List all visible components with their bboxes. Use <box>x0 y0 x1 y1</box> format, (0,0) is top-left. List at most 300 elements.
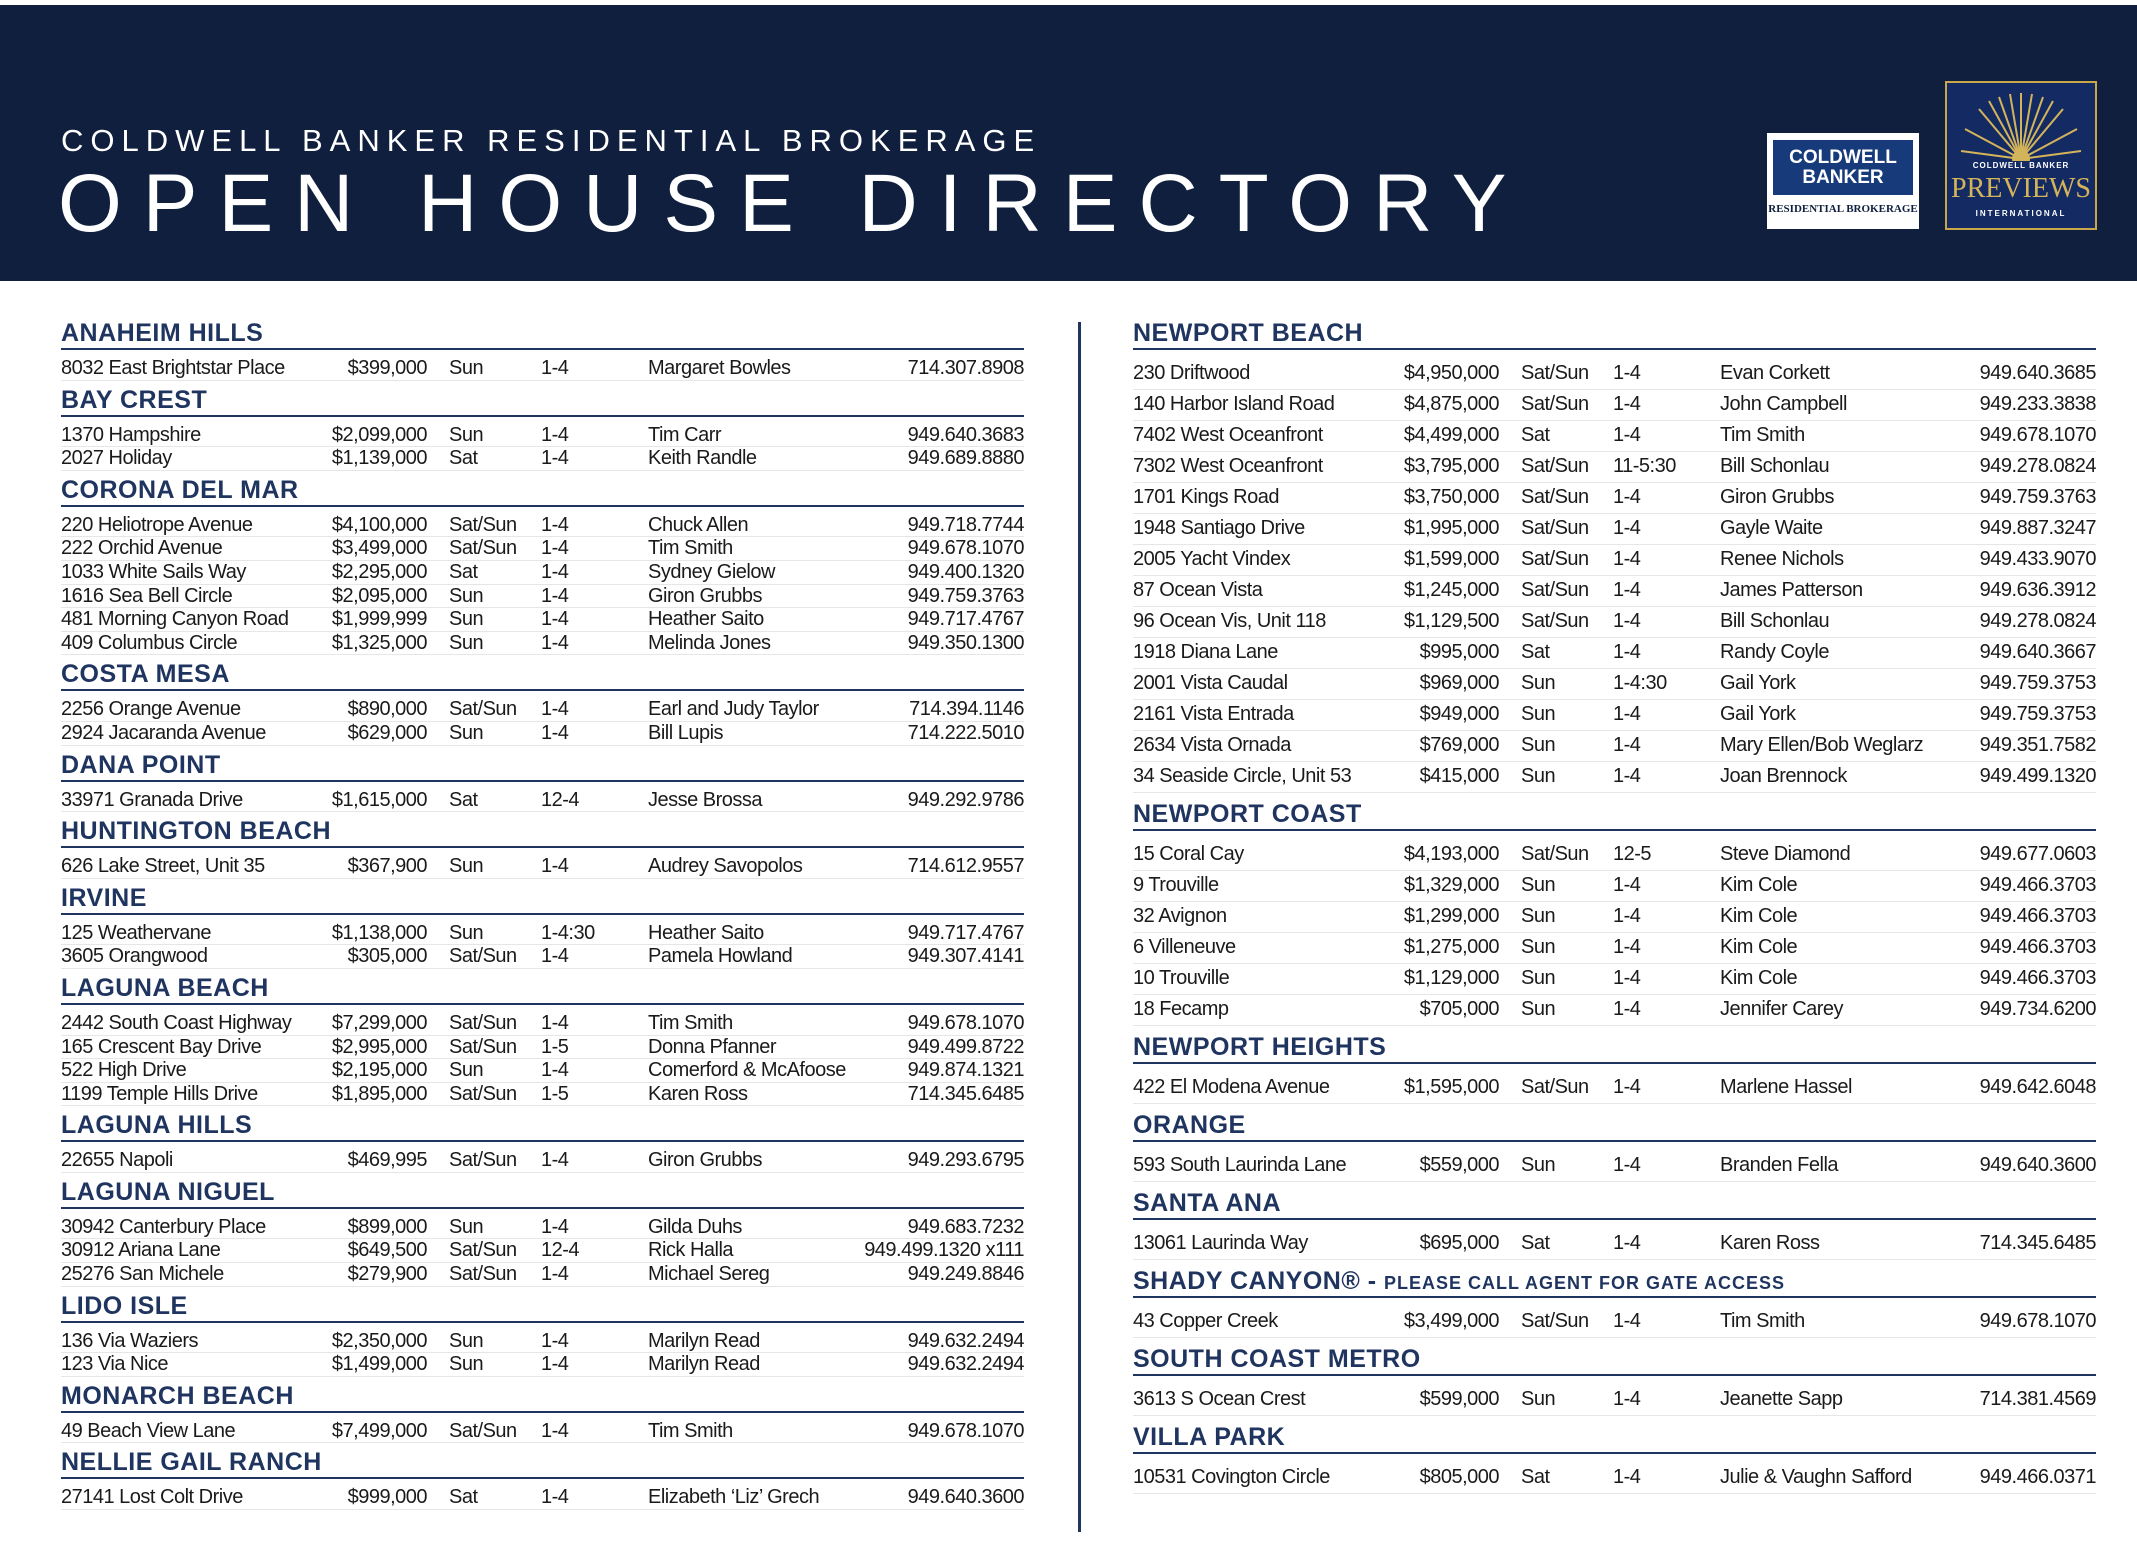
section-name: SOUTH COAST METRO <box>1133 1345 1421 1373</box>
listing-time: 1-4 <box>541 608 569 631</box>
listing-price: $2,195,000 <box>331 1059 427 1082</box>
listing-day: Sun <box>449 1353 484 1376</box>
listing-row <box>1133 1463 2096 1494</box>
listing-time: 1-4 <box>1613 579 1641 601</box>
listing-day: Sat <box>449 560 478 583</box>
listing-day: Sat <box>1521 1232 1550 1254</box>
listing-time: 1-4 <box>541 721 569 744</box>
listing-list <box>1133 1376 2096 1416</box>
listing-price: $4,100,000 <box>331 513 427 536</box>
listing-phone: 949.640.3600 <box>907 1486 1024 1509</box>
listing-list <box>61 1479 1024 1510</box>
listing-phone: 949.759.3753 <box>1979 703 2096 725</box>
listing-price: $1,595,000 <box>1403 1076 1499 1098</box>
listing-day: Sun <box>449 1059 484 1082</box>
listing-list <box>1133 350 2096 793</box>
section-name: LAGUNA HILLS <box>61 1111 253 1140</box>
listing-price: $399,000 <box>347 357 427 379</box>
listing-price: $705,000 <box>1419 998 1499 1020</box>
listing-time: 1-4 <box>1613 998 1641 1020</box>
listing-list <box>61 691 1024 745</box>
listing-price: $1,999,999 <box>331 608 427 631</box>
listing-row <box>61 1059 1024 1083</box>
section-title-santa-ana <box>1133 1188 2096 1220</box>
listing-price: $1,139,000 <box>331 447 427 470</box>
listing-price: $3,750,000 <box>1403 486 1499 508</box>
sunburst-icon <box>1959 89 2083 161</box>
listing-address: 481 Morning Canyon Road <box>61 608 289 631</box>
listing-row <box>1133 964 2096 995</box>
listing-price: $649,500 <box>347 1239 427 1262</box>
listing-price: $890,000 <box>347 698 427 721</box>
listing-day: Sat <box>1521 1466 1550 1488</box>
listing-phone: 714.307.8908 <box>907 357 1024 379</box>
listing-day: Sat/Sun <box>449 1149 517 1172</box>
listing-day: Sat <box>449 447 478 470</box>
listing-price: $4,950,000 <box>1403 362 1499 384</box>
listing-row <box>61 424 1024 448</box>
listing-time: 1-4 <box>1613 765 1641 787</box>
listing-address: 96 Ocean Vis, Unit 118 <box>1133 610 1326 632</box>
listing-phone: 949.249.8846 <box>907 1263 1024 1286</box>
listing-price: $999,000 <box>347 1486 427 1509</box>
listing-agent: Randy Coyle <box>1720 641 1830 663</box>
listing-price: $415,000 <box>1419 765 1499 787</box>
listing-price: $1,129,000 <box>1403 967 1499 989</box>
listing-address: 2001 Vista Caudal <box>1133 672 1288 694</box>
listing-day: Sat/Sun <box>1521 1076 1589 1098</box>
listing-day: Sun <box>449 357 484 379</box>
listing-price: $1,138,000 <box>331 921 427 944</box>
listing-phone: 949.400.1320 <box>907 560 1024 583</box>
listing-day: Sat/Sun <box>449 945 517 968</box>
listing-time: 1-4 <box>1613 1154 1641 1176</box>
listing-price: $3,795,000 <box>1403 455 1499 477</box>
listing-row <box>61 1012 1024 1036</box>
coldwell-banker-logo <box>1767 133 1919 229</box>
listing-agent: Branden Fella <box>1720 1154 1839 1176</box>
listing-time: 1-4 <box>541 855 569 878</box>
section-title-newport-heights <box>1133 1032 2096 1064</box>
section-name: HUNTINGTON BEACH <box>61 817 332 846</box>
listing-time: 1-4 <box>1613 610 1641 632</box>
listing-agent: Evan Corkett <box>1720 362 1830 384</box>
listing-agent: Jeanette Sapp <box>1720 1388 1843 1410</box>
listing-day: Sat/Sun <box>1521 362 1589 384</box>
listing-row <box>1133 1307 2096 1338</box>
listing-phone: 949.678.1070 <box>1979 424 2096 446</box>
listing-time: 1-4 <box>1613 1310 1641 1332</box>
listing-time: 1-5 <box>541 1082 569 1105</box>
listing-row <box>1133 483 2096 514</box>
section-title-corona-del-mar <box>61 475 1024 507</box>
listing-agent: Renee Nichols <box>1720 548 1844 570</box>
section-title-huntington-beach <box>61 816 1024 848</box>
section-title-newport-beach <box>1133 318 2096 350</box>
listing-time: 1-4 <box>541 1486 569 1509</box>
section-name: COSTA MESA <box>61 660 230 689</box>
listing-price: $4,875,000 <box>1403 393 1499 415</box>
listing-price: $4,193,000 <box>1403 843 1499 865</box>
cb-logo-line1: COLDWELL <box>1789 147 1897 168</box>
listing-address: 30912 Ariana Lane <box>61 1239 221 1262</box>
listing-phone: 714.394.1146 <box>909 698 1024 721</box>
listing-list <box>1133 1454 2096 1494</box>
section-title-lido-isle <box>61 1291 1024 1323</box>
listing-address: 165 Crescent Bay Drive <box>61 1035 262 1058</box>
listing-price: $279,900 <box>347 1263 427 1286</box>
listing-price: $367,900 <box>347 855 427 878</box>
listing-agent: Marilyn Read <box>648 1329 760 1352</box>
listing-address: 30942 Canterbury Place <box>61 1215 266 1238</box>
listing-address: 409 Columbus Circle <box>61 631 238 654</box>
listing-time: 1-4 <box>541 945 569 968</box>
listing-row <box>1133 421 2096 452</box>
listing-row <box>1133 607 2096 638</box>
listing-phone: 949.678.1070 <box>1979 1310 2096 1332</box>
listing-time: 1-4 <box>1613 548 1641 570</box>
section-name: BAY CREST <box>61 385 208 414</box>
listing-phone: 949.293.6795 <box>907 1149 1024 1172</box>
listing-agent: Tim Carr <box>648 423 722 446</box>
listing-price: $2,095,000 <box>331 584 427 607</box>
listing-day: Sat <box>1521 424 1550 446</box>
listing-phone: 949.689.8880 <box>907 447 1024 470</box>
listing-row <box>1133 902 2096 933</box>
listing-time: 1-4 <box>541 423 569 446</box>
listing-row <box>1133 1385 2096 1416</box>
listing-address: 33971 Granada Drive <box>61 788 243 811</box>
listing-row <box>1133 669 2096 700</box>
listing-agent: Tim Smith <box>648 1011 733 1034</box>
listing-time: 1-4 <box>541 1353 569 1376</box>
listing-address: 49 Beach View Lane <box>61 1419 236 1442</box>
listing-time: 1-4 <box>541 1329 569 1352</box>
listing-address: 1370 Hampshire <box>61 423 201 446</box>
section-title-villa-park <box>1133 1422 2096 1454</box>
listing-agent: Marilyn Read <box>648 1353 760 1376</box>
listing-price: $2,295,000 <box>331 560 427 583</box>
listing-agent: Karen Ross <box>648 1082 748 1105</box>
listing-time: 12-4 <box>541 788 580 811</box>
listing-address: 27141 Lost Colt Drive <box>61 1486 243 1509</box>
listing-row <box>61 514 1024 538</box>
listing-price: $1,599,000 <box>1403 548 1499 570</box>
listing-agent: Joan Brennock <box>1720 765 1847 787</box>
listing-row <box>1133 700 2096 731</box>
listing-address: 1701 Kings Road <box>1133 486 1279 508</box>
listing-row <box>61 1420 1024 1444</box>
listing-address: 2027 Holiday <box>61 447 172 470</box>
listing-address: 13061 Laurinda Way <box>1133 1232 1308 1254</box>
listing-row <box>61 922 1024 946</box>
listing-price: $1,129,500 <box>1403 610 1499 632</box>
column-divider <box>1078 322 1081 1532</box>
listing-time: 1-4 <box>541 584 569 607</box>
listing-list <box>1133 1064 2096 1104</box>
listing-agent: Audrey Savopolos <box>648 855 803 878</box>
listing-price: $1,329,000 <box>1403 874 1499 896</box>
listing-row <box>1133 871 2096 902</box>
listing-day: Sun <box>449 855 484 878</box>
listing-time: 1-4 <box>541 1215 569 1238</box>
listing-agent: Heather Saito <box>648 608 764 631</box>
listing-agent: Michael Sereg <box>648 1263 770 1286</box>
listing-agent: Pamela Howland <box>648 945 793 968</box>
listing-price: $805,000 <box>1419 1466 1499 1488</box>
listing-phone: 949.466.3703 <box>1979 936 2096 958</box>
listing-phone: 714.612.9557 <box>907 855 1024 878</box>
listing-phone: 949.466.3703 <box>1979 874 2096 896</box>
listing-day: Sun <box>1521 936 1556 958</box>
listing-list <box>1133 1298 2096 1338</box>
listing-day: Sun <box>1521 703 1556 725</box>
listing-day: Sun <box>449 1329 484 1352</box>
listing-day: Sat/Sun <box>449 1035 517 1058</box>
listing-day: Sat/Sun <box>449 1419 517 1442</box>
listing-day: Sat/Sun <box>449 1239 517 1262</box>
listing-agent: Earl and Judy Taylor <box>648 698 819 721</box>
listing-price: $1,325,000 <box>331 631 427 654</box>
left-column <box>61 318 1024 1514</box>
listing-day: Sat/Sun <box>1521 393 1589 415</box>
listing-time: 1-4 <box>1613 1466 1641 1488</box>
listing-time: 1-4 <box>541 1011 569 1034</box>
listing-time: 1-4 <box>1613 517 1641 539</box>
listing-address: 2924 Jacaranda Avenue <box>61 721 266 744</box>
listing-address: 522 High Drive <box>61 1059 187 1082</box>
listing-agent: Tim Smith <box>1720 1310 1805 1332</box>
listing-price: $3,499,000 <box>1403 1310 1499 1332</box>
listing-day: Sun <box>1521 672 1556 694</box>
listing-day: Sun <box>449 631 484 654</box>
listing-address: 2256 Orange Avenue <box>61 698 241 721</box>
listing-price: $305,000 <box>347 945 427 968</box>
listing-time: 1-4 <box>541 1059 569 1082</box>
listing-time: 1-4:30 <box>541 921 595 944</box>
listing-price: $949,000 <box>1419 703 1499 725</box>
listing-phone: 949.759.3753 <box>1979 672 2096 694</box>
section-title-dana-point <box>61 750 1024 782</box>
listing-row <box>61 561 1024 585</box>
section-name: ANAHEIM HILLS <box>61 319 264 347</box>
listing-time: 1-4 <box>541 631 569 654</box>
listing-list <box>61 1209 1024 1287</box>
listing-day: Sun <box>449 584 484 607</box>
listing-phone: 949.717.4767 <box>907 608 1024 631</box>
listing-price: $995,000 <box>1419 641 1499 663</box>
listing-day: Sat/Sun <box>1521 610 1589 632</box>
listing-phone: 949.734.6200 <box>1979 998 2096 1020</box>
listing-agent: John Campbell <box>1720 393 1847 415</box>
listing-address: 2161 Vista Entrada <box>1133 703 1294 725</box>
listing-agent: Keith Randle <box>648 447 757 470</box>
section-name: SHADY CANYON® - <box>1133 1267 1384 1295</box>
page-title: OPEN HOUSE DIRECTORY <box>58 158 1528 249</box>
listing-time: 1-4 <box>541 357 569 379</box>
cb-logo-tagline: RESIDENTIAL BROKERAGE <box>1768 203 1918 215</box>
listing-phone: 949.874.1321 <box>907 1059 1024 1082</box>
listing-day: Sun <box>1521 967 1556 989</box>
listing-agent: Giron Grubbs <box>648 1149 763 1172</box>
listing-phone: 949.278.0824 <box>1979 455 2096 477</box>
listing-address: 8032 East Brightstar Place <box>61 357 285 379</box>
listing-price: $695,000 <box>1419 1232 1499 1254</box>
listing-row <box>1133 840 2096 871</box>
listing-price: $7,299,000 <box>331 1011 427 1034</box>
right-column <box>1133 318 2096 1500</box>
listing-time: 1-4 <box>1613 1076 1641 1098</box>
listing-row <box>61 1486 1024 1510</box>
listing-row <box>1133 390 2096 421</box>
cb-logo-mark <box>1773 140 1913 195</box>
listing-agent: Kim Cole <box>1720 905 1798 927</box>
listing-phone: 714.345.6485 <box>907 1082 1024 1105</box>
listing-agent: Comerford & McAfoose <box>648 1059 846 1082</box>
listing-day: Sun <box>1521 874 1556 896</box>
brokerage-subtitle: COLDWELL BANKER RESIDENTIAL BROKERAGE <box>61 123 1042 158</box>
listing-agent: Melinda Jones <box>648 631 771 654</box>
listing-phone: 949.759.3763 <box>1979 486 2096 508</box>
listing-time: 1-5 <box>541 1035 569 1058</box>
listing-row <box>61 585 1024 609</box>
listing-address: 1918 Diana Lane <box>1133 641 1278 663</box>
section-name: LAGUNA BEACH <box>61 973 269 1002</box>
listing-day: Sat/Sun <box>1521 548 1589 570</box>
listing-time: 1-4 <box>1613 874 1641 896</box>
listing-row <box>61 1216 1024 1240</box>
section-title-south-coast-metro <box>1133 1344 2096 1376</box>
section-name: MONARCH BEACH <box>61 1381 294 1410</box>
listing-time: 11-5:30 <box>1613 455 1676 477</box>
listing-price: $899,000 <box>347 1215 427 1238</box>
listing-agent: Jennifer Carey <box>1720 998 1844 1020</box>
listing-phone: 949.307.4141 <box>907 945 1024 968</box>
listing-address: 10 Trouville <box>1133 967 1230 989</box>
listing-phone: 949.678.1070 <box>907 537 1024 560</box>
section-name: LAGUNA NIGUEL <box>61 1177 275 1206</box>
section-title-laguna-niguel <box>61 1177 1024 1209</box>
listing-price: $1,995,000 <box>1403 517 1499 539</box>
listing-phone: 949.292.9786 <box>907 788 1024 811</box>
listing-time: 1-4 <box>1613 1232 1641 1254</box>
listing-price: $969,000 <box>1419 672 1499 694</box>
listing-list <box>61 1323 1024 1377</box>
listing-row <box>1133 762 2096 793</box>
listing-list <box>1133 831 2096 1026</box>
listing-list <box>61 1142 1024 1173</box>
listing-phone: 949.677.0603 <box>1979 843 2096 865</box>
listing-row <box>61 698 1024 722</box>
listing-address: 3605 Orangwood <box>61 945 208 968</box>
listing-address: 140 Harbor Island Road <box>1133 393 1335 415</box>
listing-row <box>1133 638 2096 669</box>
listing-phone: 714.345.6485 <box>1979 1232 2096 1254</box>
listing-address: 2634 Vista Ornada <box>1133 734 1291 756</box>
listing-price: $559,000 <box>1419 1154 1499 1176</box>
listing-row <box>61 1083 1024 1107</box>
listing-day: Sun <box>449 1215 484 1238</box>
listing-row <box>61 447 1024 471</box>
listing-phone: 949.640.3667 <box>1979 641 2096 663</box>
listing-row <box>61 1330 1024 1354</box>
listing-price: $4,499,000 <box>1403 424 1499 446</box>
listing-time: 1-4 <box>541 513 569 536</box>
listing-address: 7402 West Oceanfront <box>1133 424 1323 446</box>
listing-agent: Heather Saito <box>648 921 764 944</box>
listing-phone: 949.717.4767 <box>907 921 1024 944</box>
listing-price: $1,499,000 <box>331 1353 427 1376</box>
listing-list <box>61 507 1024 656</box>
listing-agent: Bill Schonlau <box>1720 610 1830 632</box>
listing-phone: 949.632.2494 <box>907 1329 1024 1352</box>
listing-agent: Margaret Bowles <box>648 357 791 379</box>
listing-price: $629,000 <box>347 721 427 744</box>
listing-day: Sat/Sun <box>449 513 517 536</box>
listing-address: 43 Copper Creek <box>1133 1310 1278 1332</box>
section-name: CORONA DEL MAR <box>61 475 299 504</box>
listing-phone: 949.640.3685 <box>1979 362 2096 384</box>
listing-address: 593 South Laurinda Lane <box>1133 1154 1347 1176</box>
listing-day: Sun <box>449 608 484 631</box>
listing-price: $1,275,000 <box>1403 936 1499 958</box>
listing-agent: Gayle Waite <box>1720 517 1823 539</box>
previews-logo <box>1945 81 2097 230</box>
section-name: DANA POINT <box>61 750 221 779</box>
listing-time: 1-4 <box>541 447 569 470</box>
listing-agent: Julie & Vaughn Safford <box>1720 1466 1912 1488</box>
section-name: NELLIE GAIL RANCH <box>61 1448 322 1477</box>
listing-phone: 949.233.3838 <box>1979 393 2096 415</box>
listing-price: $469,995 <box>347 1149 427 1172</box>
listing-time: 1-4 <box>1613 362 1641 384</box>
listing-row <box>61 357 1024 381</box>
listing-list <box>61 782 1024 813</box>
listing-time: 1-4 <box>541 1263 569 1286</box>
listing-time: 1-4 <box>1613 641 1641 663</box>
listing-address: 422 El Modena Avenue <box>1133 1076 1330 1098</box>
listing-agent: Marlene Hassel <box>1720 1076 1852 1098</box>
listing-phone: 949.433.9070 <box>1979 548 2096 570</box>
section-title-orange <box>1133 1110 2096 1142</box>
listing-agent: Chuck Allen <box>648 513 749 536</box>
listing-day: Sun <box>1521 734 1556 756</box>
listing-address: 1616 Sea Bell Circle <box>61 584 233 607</box>
listing-day: Sat/Sun <box>449 1082 517 1105</box>
listing-day: Sat/Sun <box>449 1263 517 1286</box>
listing-agent: Rick Halla <box>648 1239 734 1262</box>
section-title-newport-coast <box>1133 799 2096 831</box>
listing-address: 1948 Santiago Drive <box>1133 517 1305 539</box>
listing-day: Sat/Sun <box>1521 517 1589 539</box>
listing-agent: Steve Diamond <box>1720 843 1851 865</box>
listing-day: Sun <box>1521 765 1556 787</box>
listing-day: Sat/Sun <box>1521 843 1589 865</box>
listing-phone: 714.381.4569 <box>1979 1388 2096 1410</box>
listing-row <box>1133 933 2096 964</box>
listing-phone: 949.499.1320 x111 <box>864 1239 1024 1262</box>
listing-phone: 949.466.0371 <box>1979 1466 2096 1488</box>
listing-time: 1-4 <box>1613 424 1641 446</box>
section-title-anaheim-hills <box>61 318 1024 350</box>
header-banner <box>0 5 2137 281</box>
section-name: LIDO ISLE <box>61 1291 188 1320</box>
listing-address: 87 Ocean Vista <box>1133 579 1263 601</box>
listing-agent: Elizabeth ‘Liz’ Grech <box>648 1486 820 1509</box>
listing-address: 18 Fecamp <box>1133 998 1229 1020</box>
section-title-bay-crest <box>61 385 1024 417</box>
listing-address: 136 Via Waziers <box>61 1329 199 1352</box>
